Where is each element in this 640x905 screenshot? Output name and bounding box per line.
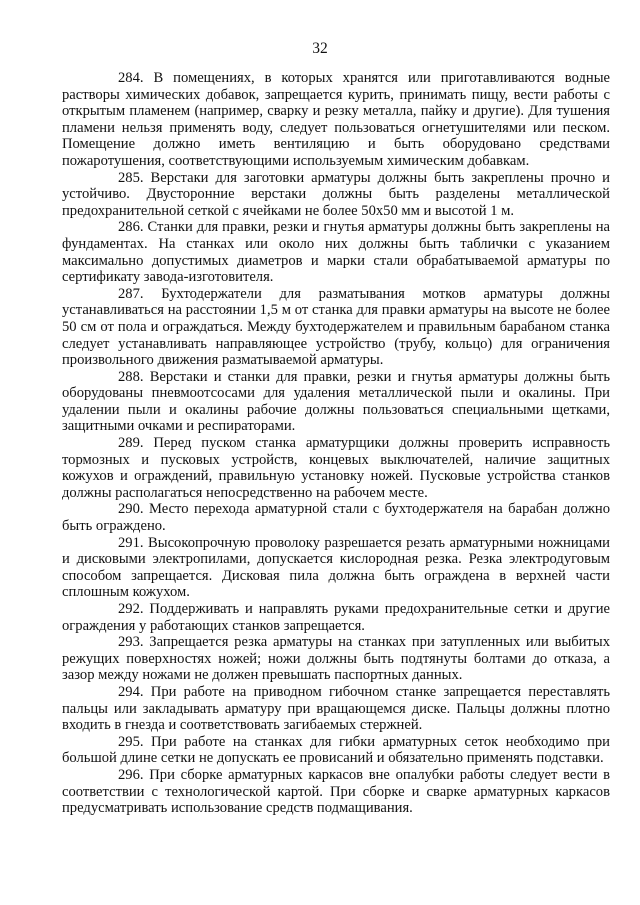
paragraph-295: 295. При работе на станках для гибки арматурных сеток необходимо при большой длине сетки не допускать ее провисаний и обязательно применять подставки. <box>62 733 610 767</box>
paragraph-289: 289. Перед пуском станка арматурщики должны проверить исправность тормозных и пусковых устройств, концевых выключателей, наличие защитных кожухов и ограждений, правильную установку ножей. Пусковые устройства станков должны располагаться непосредственно на рабочем месте. <box>62 435 610 501</box>
paragraph-294: 294. При работе на приводном гибочном станке запрещается переставлять пальцы или закладывать арматуру при вращающемся диске. Пальцы должны плотно входить в гнезда и соответствовать загибаемых стержней. <box>62 683 610 734</box>
page-number: 32 <box>312 40 328 57</box>
paragraph-285: 285. Верстаки для заготовки арматуры должны быть закреплены прочно и устойчиво. Двусторонние верстаки должны быть разделены металлической предохранительной сеткой с ячейками не более 50х50 мм и высотой 1 м. <box>62 169 610 219</box>
paragraph-286: 286. Станки для правки, резки и гнутья арматуры должны быть закреплены на фундаментах. На станках или около них должны быть таблички с указанием максимально допустимых диаметров и марки стали обрабатываемой арматуры по сертификату завода-изготовителя. <box>62 219 610 286</box>
paragraph-293: 293. Запрещается резка арматуры на станках при затупленных или выбитых режущих поверхностях ножей; ножи должны быть подтянуты болтами до отказа, а зазор между ножами не должен превышать паспортных данных. <box>62 634 610 684</box>
paragraph-291: 291. Высокопрочную проволоку разрешается резать арматурными ножницами и дисковыми электропилами, допускается кислородная резка. Резка электродуговым способом запрещается. Дисковая пила должна быть ограждена в верхней части сплошным кожухом. <box>62 534 610 601</box>
paragraph-292: 292. Поддерживать и направлять руками предохранительные сетки и другие ограждения у работающих станков запрещается. <box>62 601 610 634</box>
paragraph-287: 287. Бухтодержатели для разматывания мотков арматуры должны устанавливаться на расстоянии 1,5 м от станка для правки арматуры на высоте не более 50 см от пола и ограждаться. Между бухтодержателем и правильным барабаном станка следует устанавливать направляющее устройство (трубу, кольцо) для ограничения произвольного движения разматываемой арматуры. <box>62 285 610 369</box>
paragraph-296: 296. При сборке арматурных каркасов вне опалубки работы следует вести в соответствии с технологической картой. При сборке и сварке арматурных каркасов предусматривать использование средств подмащивания. <box>62 766 610 817</box>
paragraph-284: 284. В помещениях, в которых хранятся или приготавливаются водные растворы химических добавок, запрещается курить, принимать пищу, вести работы с открытым пламенем (например, сварку и резку металла, пайку и другие). Для тушения пламени нельзя применять воду, следует пользоваться огнетушителями или песком. Помещение должно иметь вентиляцию и быть оборудовано средствами пожаротушения, соответствующими используемым химическим добавкам. <box>62 70 610 169</box>
paragraph-288: 288. Верстаки и станки для правки, резки и гнутья арматуры должны быть оборудованы пневмоотсосами для удаления металлической пыли и окалины. При удалении пыли и окалины рабочие должны пользоваться специальными щетками, защитными очками и респираторами. <box>62 368 610 435</box>
paragraph-290: 290. Место перехода арматурной стали с бухтодержателя на барабан должно быть ограждено. <box>62 501 610 535</box>
document-body <box>62 70 610 817</box>
